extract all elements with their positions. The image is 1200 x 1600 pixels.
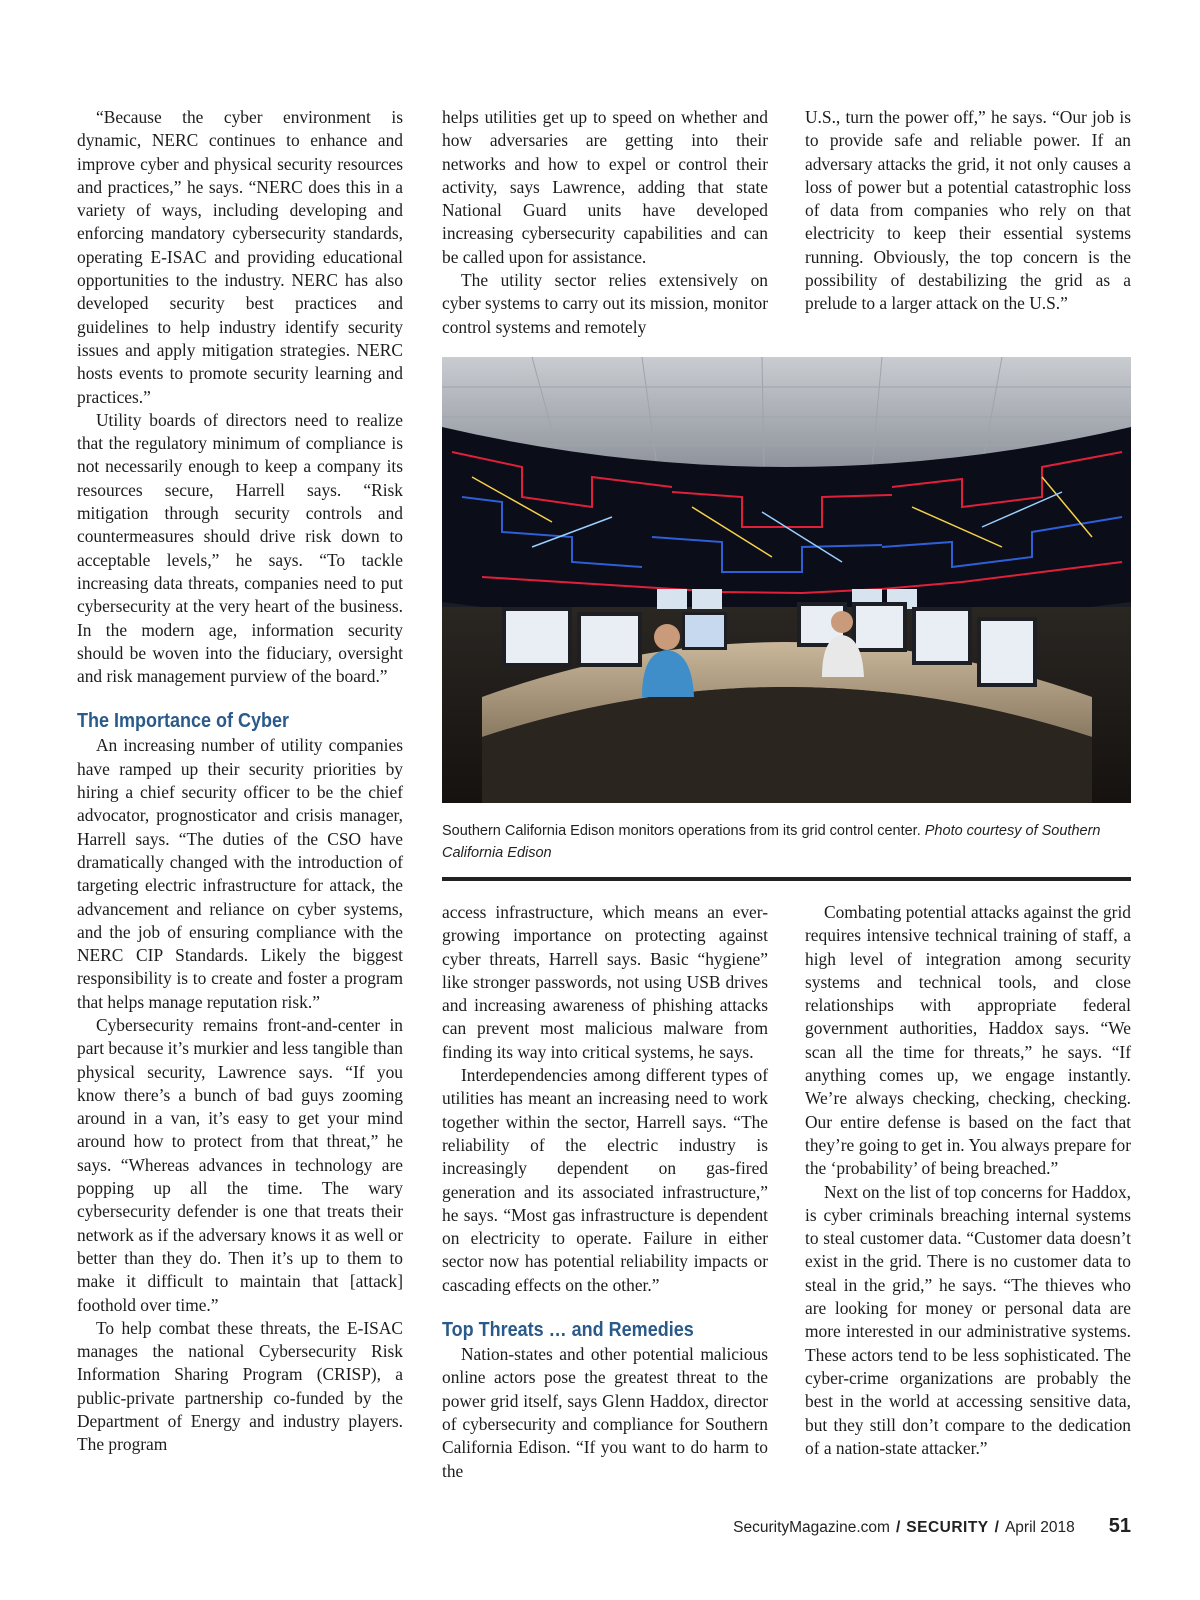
footer-separator: / bbox=[994, 1519, 999, 1536]
paragraph: helps utilities get up to speed on whether and how adversaries are getting into their networks and how to expel or control their activity, says Lawrence, adding that state National Guard units have developed increasing cybersecurity capabilities and can be called upon for assistance. bbox=[442, 107, 768, 267]
photo-caption bbox=[442, 820, 1131, 864]
paragraph: Interdependencies among different types of utilities has meant an increasing need to work together within the sector, Harrell says. “The reliability of the electric industry is increasingly dependent on gas-fired generation and its associated infrastructure,” he says. “Most gas infrastructure is dependent on electricity to operate. Failure in either sector now has potential reliability impacts or cascading effects on the other.” bbox=[442, 1065, 768, 1295]
article-column-2-bottom bbox=[442, 901, 768, 1483]
paragraph: Cybersecurity remains front-and-center in part because it’s murkier and less tangible than physical security, Lawrence says. “If you know there’s a bunch of bad guys zooming around in a van, it’s easy to get your mind around how to protect from that threat,” he says. “Whereas advances in technology are popping up all the time. The wary cybersecurity defender is one that treats their network as if the adversary knows it as well or better than they do. Then it’s up to them to make it difficult to maintain that [attack] foothold over time.” bbox=[77, 1014, 403, 1315]
page-footer bbox=[720, 1515, 1131, 1545]
footer-magazine: SECURITY bbox=[906, 1519, 989, 1536]
paragraph: “Because the cyber environment is dynamic, NERC continues to enhance and improve cyber and physical security resources and practices,” he says. “NERC does this in a variety of ways, including developing and enforcing mandatory cybersecurity standards, operating E-ISAC and providing educational opportunities to the industry. NERC has also developed security best practices and guidelines to help industry identify security issues and apply mitigation strategies. NERC hosts events to promote security learning and practices.” bbox=[77, 107, 403, 407]
paragraph: The utility sector relies extensively on cyber systems to carry out its mission, monitor control systems and remotely bbox=[442, 270, 768, 337]
article-column-3-bottom bbox=[805, 901, 1131, 1460]
article-column-3-top bbox=[805, 106, 1131, 316]
footer-site: SecurityMagazine.com bbox=[733, 1519, 890, 1536]
article-column-2-top bbox=[442, 106, 768, 339]
paragraph: To help combat these threats, the E-ISAC manages the national Cybersecurity Risk Information Sharing Program (CRISP), a public-private partnership co-funded by the Department of Energy and industry players. The program bbox=[77, 1317, 403, 1455]
paragraph: access infrastructure, which means an ever-growing importance on protecting against cyber threats, Harrell says. Basic “hygiene” like stronger passwords, not using USB drives and increasing awareness of phishing attacks can prevent most malicious malware from finding its way into critical systems, he says. bbox=[442, 902, 768, 1062]
article-column-1 bbox=[77, 106, 403, 1457]
paragraph: Next on the list of top concerns for Haddox, is cyber criminals breaching internal systems to steal customer data. “Customer data doesn’t exist in the grid. There is no customer data to steal in the grid,” he says. “The thieves who are looking for money or personal data are more interested in our administrative systems. These actors tend to be less sophisticated. The cyber-crime organizations are probably the best in the world at accessing sensitive data, but they still don’t compare to the dedication of a nation-state attacker.” bbox=[805, 1181, 1131, 1458]
caption-divider bbox=[442, 877, 1131, 881]
control-room-illustration bbox=[442, 357, 1131, 803]
photo-credit: Photo courtesy of Southern California Edison bbox=[442, 823, 1101, 861]
paragraph: Nation-states and other potential malicious online actors pose the greatest threat to the power grid itself, says Glenn Haddox, director of cybersecurity and compliance for Southern California Edison. “If you want to do harm to the bbox=[442, 1344, 768, 1481]
caption-text: Southern California Edison monitors operations from its grid control center. bbox=[442, 823, 921, 839]
page-number: 51 bbox=[1108, 1515, 1131, 1537]
section-heading: Top Threats … and Remedies bbox=[442, 1319, 694, 1342]
paragraph: U.S., turn the power off,” he says. “Our job is to provide safe and reliable power. If an adversary attacks the grid, it not only causes a loss of power but a potential catastrophic loss of data from companies who rely on that electricity to keep their essential systems running. Obviously, the top concern is the possibility of destabilizing the grid as a prelude to a larger attack on the U.S.” bbox=[805, 107, 1131, 314]
footer-separator: / bbox=[895, 1519, 901, 1536]
control-center-photo bbox=[442, 357, 1131, 803]
section-heading: The Importance of Cyber bbox=[77, 710, 290, 733]
paragraph: Utility boards of directors need to realize that the regulatory minimum of compliance is not necessarily enough to keep a company its resources secure, Harrell says. “Risk mitigation through security controls and countermeasures should drive risk down to acceptable levels,” he says. “To tackle increasing data threats, companies need to put cybersecurity at the very heart of the business. In the modern age, information security should be woven into the fiduciary, oversight and risk management purview of the board.” bbox=[77, 409, 403, 687]
paragraph: An increasing number of utility companies have ramped up their security priorities by hiring a chief security officer to be the chief advocator, prognosticator and crisis manager, Harrell says. “The duties of the CSO have dramatically changed with the introduction of targeting electric infrastructure for attack, the advancement and reliance on cyber systems, and the job of ensuring compliance with the NERC CIP Standards. Likely the biggest responsibility is to create and foster a program that helps manage reputation risk.” bbox=[77, 735, 403, 1012]
footer-issue: April 2018 bbox=[1004, 1519, 1075, 1536]
paragraph: Combating potential attacks against the grid requires intensive technical training of staff, a high level of integration among security systems and technical tools, and close relationships with appropriate federal government authorities, Haddox says. “We scan all the time for threats,” he says. “If anything comes up, we engage instantly. We’re always checking, checking, checking. Our entire defense is based on the fact that they’re going to get in. You always prepare for the ‘probability’ of being breached.” bbox=[805, 902, 1131, 1179]
